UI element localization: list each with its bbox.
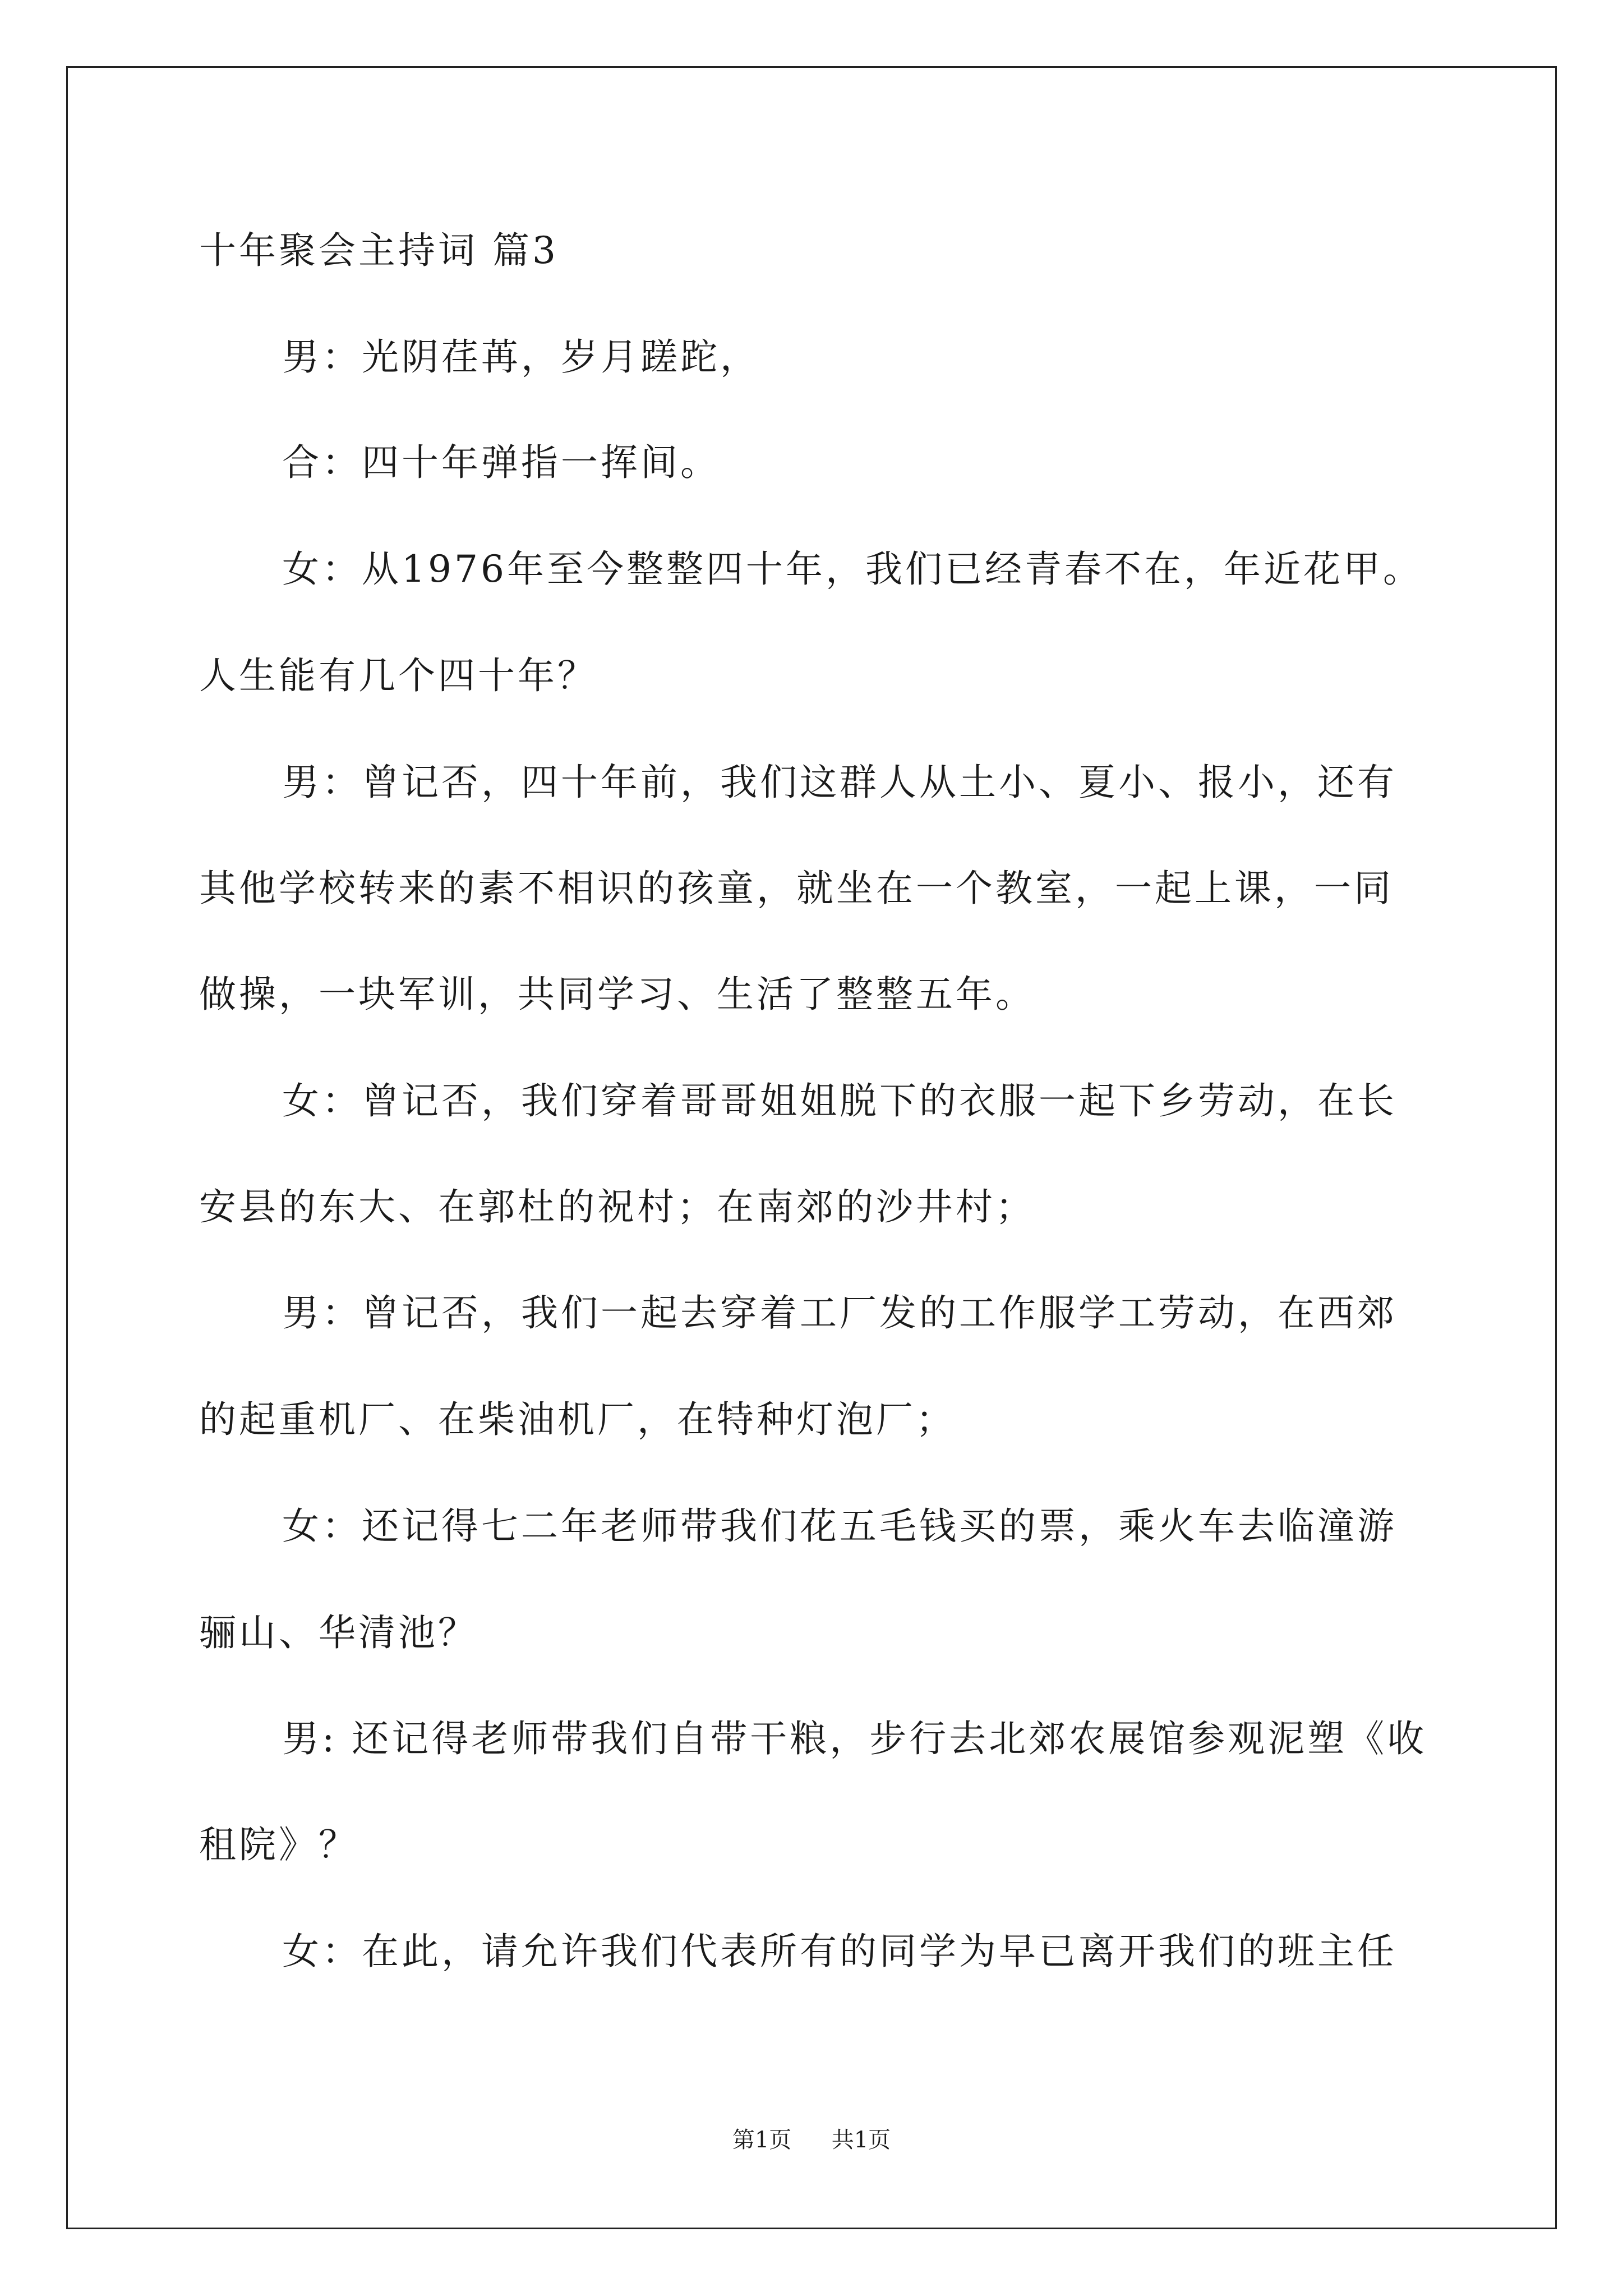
paragraph-line: 男：曾记否，我们一起去穿着工厂发的工作服学工劳动，在西郊 [282,1291,1397,1335]
paragraph-line: 租院》？ [199,1823,358,1866]
paragraph-line: 女：曾记否，我们穿着哥哥姐姐脱下的衣服一起下乡劳动，在长 [282,1079,1397,1122]
paragraph-line: 人生能有几个四十年？ [199,654,597,697]
page-number: 第1页 [732,2127,792,2153]
paragraph-line: 女：还记得七二年老师带我们花五毛钱买的票，乘火车去临潼游 [282,1504,1397,1548]
document-title: 十年聚会主持词 篇3 [199,229,559,272]
paragraph-line: 做操，一块军训，共同学习、生活了整整五年。 [199,973,1035,1016]
paragraph-line: 男: 还记得老师带我们自带干粮，步行去北郊农展馆参观泥塑《收 [282,1717,1427,1760]
page-total: 共1页 [831,2127,891,2153]
paragraph-line: 男：光阴荏苒，岁月蹉跎， [282,335,760,379]
page-footer [0,2129,1623,2151]
paragraph-line: 其他学校转来的素不相识的孩童，就坐在一个教室，一起上课，一同 [199,867,1394,910]
page-border [66,66,1557,2229]
paragraph-line: 安县的东大、在郭杜的祝村；在南郊的沙井村； [199,1185,1035,1228]
paragraph-line: 的起重机厂、在柴油机厂，在特种灯泡厂； [199,1398,956,1441]
paragraph-line: 男：曾记否，四十年前，我们这群人从土小、夏小、报小，还有 [282,761,1397,804]
paragraph-line: 女：从1976年至今整整四十年，我们已经青春不在，年近花甲。 [282,547,1423,591]
paragraph-line: 骊山、华清池？ [199,1611,478,1654]
paragraph-line: 合：四十年弹指一挥间。 [282,441,720,484]
paragraph-line: 女：在此，请允许我们代表所有的同学为早已离开我们的班主任 [282,1930,1397,1973]
